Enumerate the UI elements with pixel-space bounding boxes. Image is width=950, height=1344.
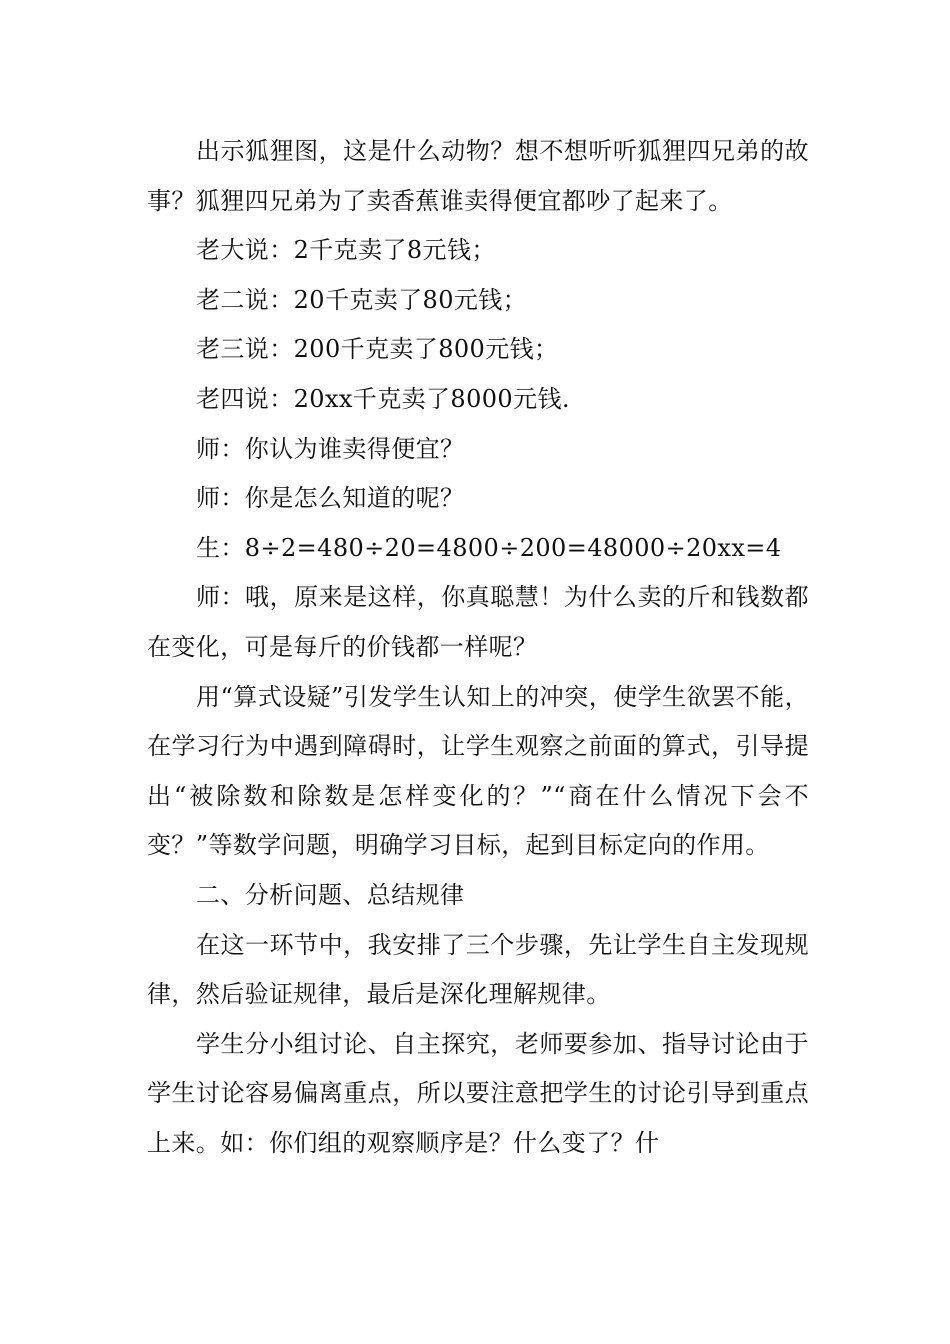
paragraph-steps: 在这一环节中，我安排了三个步骤，先让学生自主发现规律，然后验证规律，最后是深化理解规律。 [147,930,809,1009]
section-heading: 二、分析问题、总结规律 [196,880,465,909]
document-body [147,127,809,1168]
paragraph-teacher-response: 师：哦，原来是这样，你真聪慧！为什么卖的斤和钱数都在变化，可是每斤的价钱都一样呢？ [147,583,809,661]
paragraph-eldest: 老大说：2千克卖了8元钱； [196,236,496,265]
paragraph-second: 老二说：20千克卖了80元钱； [196,285,528,314]
paragraph-student-answer: 生：8÷2=480÷20=4800÷200=48000÷20xx=4 [196,533,782,562]
paragraph-teacher-question-1: 师：你认为谁卖得便宜？ [196,434,465,463]
paragraph-third: 老三说：200千克卖了800元钱； [196,335,559,364]
paragraph-analysis: 用“算式设疑”引发学生认知上的冲突，使学生欲罢不能，在学习行为中遇到障碍时，让学生观察之前面的算式，引导提出“被除数和除数是怎样变化的？”“商在什么情况下会不变？”等数学问题，明确学习目标，起到目标定向的作用。 [147,682,809,860]
paragraph-fourth: 老四说：20xx千克卖了8000元钱. [196,384,570,413]
paragraph-teacher-question-2: 师：你是怎么知道的呢？ [196,484,465,513]
paragraph-group-discussion: 学生分小组讨论、自主探究，老师要参加、指导讨论由于学生讨论容易偏离重点，所以要注意把学生的讨论引导到重点上来。如：你们组的观察顺序是？什么变了？什 [147,1029,809,1157]
paragraph-intro: 出示狐狸图，这是什么动物？想不想听听狐狸四兄弟的故事？狐狸四兄弟为了卖香蕉谁卖得便宜都吵了起来了。 [147,137,809,215]
